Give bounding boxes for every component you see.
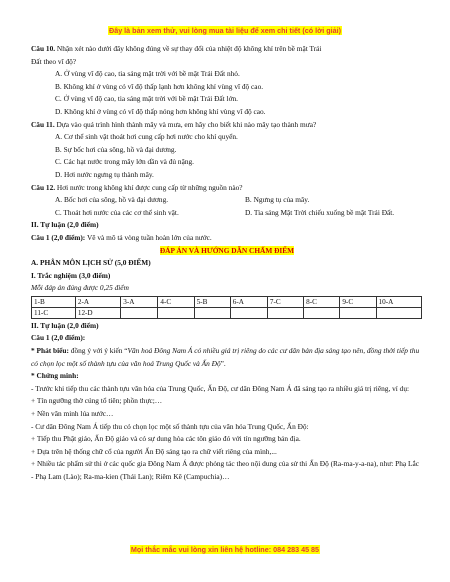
option: C. Ở vùng vĩ độ cao, tia sáng mặt trời với bề mặt Trái Đất lớn. [55, 94, 238, 104]
answer-title: ĐÁP ÁN VÀ HƯỚNG DẪN CHẤM ĐIỂM [159, 245, 295, 255]
answer-cell: 5-B [194, 296, 230, 307]
answer-cell [376, 307, 421, 318]
option-row: C. Thoát hơi nước của các cơ thể sinh vật. D. Tia sáng Mặt Trời chiếu xuống bề mặt Trái Đất. [55, 207, 395, 217]
option: B. Sự bốc hơi của sông, hồ và đại dương. [55, 144, 177, 154]
phat-bieu: * Phát biểu: đồng ý với ý kiến “Văn hoá Đông Nam Á có nhiều giá trị riêng do các cư dân bản địa sáng tạo nên, đồng thời tiếp thu có chọn lọc một số thành tựu của văn hoá Trung Quốc và Ấn Độ”. [31, 346, 420, 368]
question-12: Câu 12. Hơi nước trong không khí được cung cấp từ những nguồn nào? [31, 182, 243, 192]
proof-line: + Nhiều tác phẩm sử thi ở các quốc gia Đông Nam Á được phỏng tác theo nội dung của sử thi Ấn Độ (Ra-ma-y-a-na), như: Phạ Lắc - Phạ Lam (Lào); Ra-ma-kien (Thái Lan); Riêm Kê (Campuchia)… [31, 459, 419, 481]
essay2-heading: II. Tự luận (2,0 điểm) [31, 320, 99, 330]
mc-heading: I. Trắc nghiệm (3,0 điểm) [31, 270, 111, 280]
option: A. Ở vùng vĩ độ cao, tia sáng mặt trời với bề mặt Trái Đất nhỏ. [55, 69, 240, 79]
answer-cell: 10-A [376, 296, 421, 307]
essay2-question-1: Câu 1 (2,0 điểm): [31, 333, 86, 343]
option-row: A. Bốc hơi của sông, hồ và đại dương. B. Ngưng tụ của mây. [55, 195, 310, 205]
hotline-banner: Mọi thắc mắc vui lòng xin liên hệ hotline: 084 283 45 85 [130, 545, 320, 554]
answer-cell: 2-A [75, 296, 120, 307]
option: D. Không khí ở vùng có vĩ độ thấp nóng hơn không khí vùng vĩ độ cao. [55, 106, 266, 116]
question-11: Câu 11. Dựa vào quá trình hình thành mây và mưa, em hãy cho biết khi nào mây tạo thành mưa? [31, 119, 317, 129]
option: D. Hơi nước ngưng tụ thành mây. [55, 169, 154, 179]
answer-cell: 11-C [32, 307, 76, 318]
option: B. Không khí ở vùng có vĩ độ thấp lạnh hơn không khí vùng vĩ độ cao. [55, 81, 264, 91]
answer-cell [340, 307, 376, 318]
proof-line: + Tiếp thu Phật giáo, Ấn Độ giáo và có sự dung hòa các tôn giáo đó với tín ngưỡng bản địa. [31, 434, 301, 444]
answer-cell [121, 307, 158, 318]
section-a-heading: A. PHÂN MÔN LỊCH SỬ (5,0 ĐIỂM) [31, 258, 151, 268]
answer-cell: 1-B [32, 296, 76, 307]
table-row [32, 296, 422, 307]
table-row [32, 307, 422, 318]
proof-line: - Cư dân Đông Nam Á tiếp thu có chọn lọc một số thành tựu của văn hóa Trung Quốc, Ấn Độ: [31, 421, 309, 431]
preview-banner: Đây là bản xem thử, vui lòng mua tài liệu để xem chi tiết (có lời giải) [109, 26, 341, 35]
question-10: Câu 10. Nhận xét nào dưới đây không đúng về sự thay đổi của nhiệt độ không khí trên bề mặt Trái [31, 44, 322, 53]
proof-line: + Dựa trên hệ thống chữ cổ của người Ấn Độ sáng tạo ra chữ viết riêng của mình,... [31, 446, 277, 456]
question-10-cont: Đất theo vĩ độ? [31, 56, 77, 66]
answer-cell: 12-D [75, 307, 120, 318]
answer-cell [230, 307, 267, 318]
document-body [31, 43, 423, 484]
option: A. Cơ thể sinh vật thoát hơi cung cấp hơi nước cho khí quyển. [55, 132, 238, 142]
answer-cell: 3-A [121, 296, 158, 307]
answer-table [31, 296, 422, 319]
essay-heading: II. Tự luận (2,0 điểm) [31, 220, 99, 230]
option: C. Các hạt nước trong mây lớn dần và đủ nặng. [55, 157, 195, 167]
answer-cell [267, 307, 303, 318]
answer-cell: 9-C [340, 296, 376, 307]
answer-cell: 6-A [230, 296, 267, 307]
answer-cell: 4-C [158, 296, 194, 307]
mc-note: Mỗi đáp án đúng được 0,25 điểm [31, 283, 129, 293]
proof-line: + Tín ngưỡng thờ cúng tổ tiên; phồn thực;… [31, 396, 163, 406]
essay-question-1: Câu 1 (2,0 điểm): Vẽ và mô tả vòng tuần hoàn lớn của nước. [31, 232, 212, 242]
proof-line: - Trước khi tiếp thu các thành tựu văn hóa của Trung Quốc, Ấn Độ, cư dân Đông Nam Á đã sáng tạo ra nhiều giá trị riêng, ví dụ: [31, 383, 410, 393]
answer-cell: 8-C [304, 296, 340, 307]
proof-line: + Nền văn minh lúa nước… [31, 409, 114, 419]
answer-cell [194, 307, 230, 318]
answer-cell [158, 307, 194, 318]
answer-cell [304, 307, 340, 318]
chung-minh-heading: * Chứng minh: [31, 371, 79, 381]
answer-cell: 7-C [267, 296, 303, 307]
